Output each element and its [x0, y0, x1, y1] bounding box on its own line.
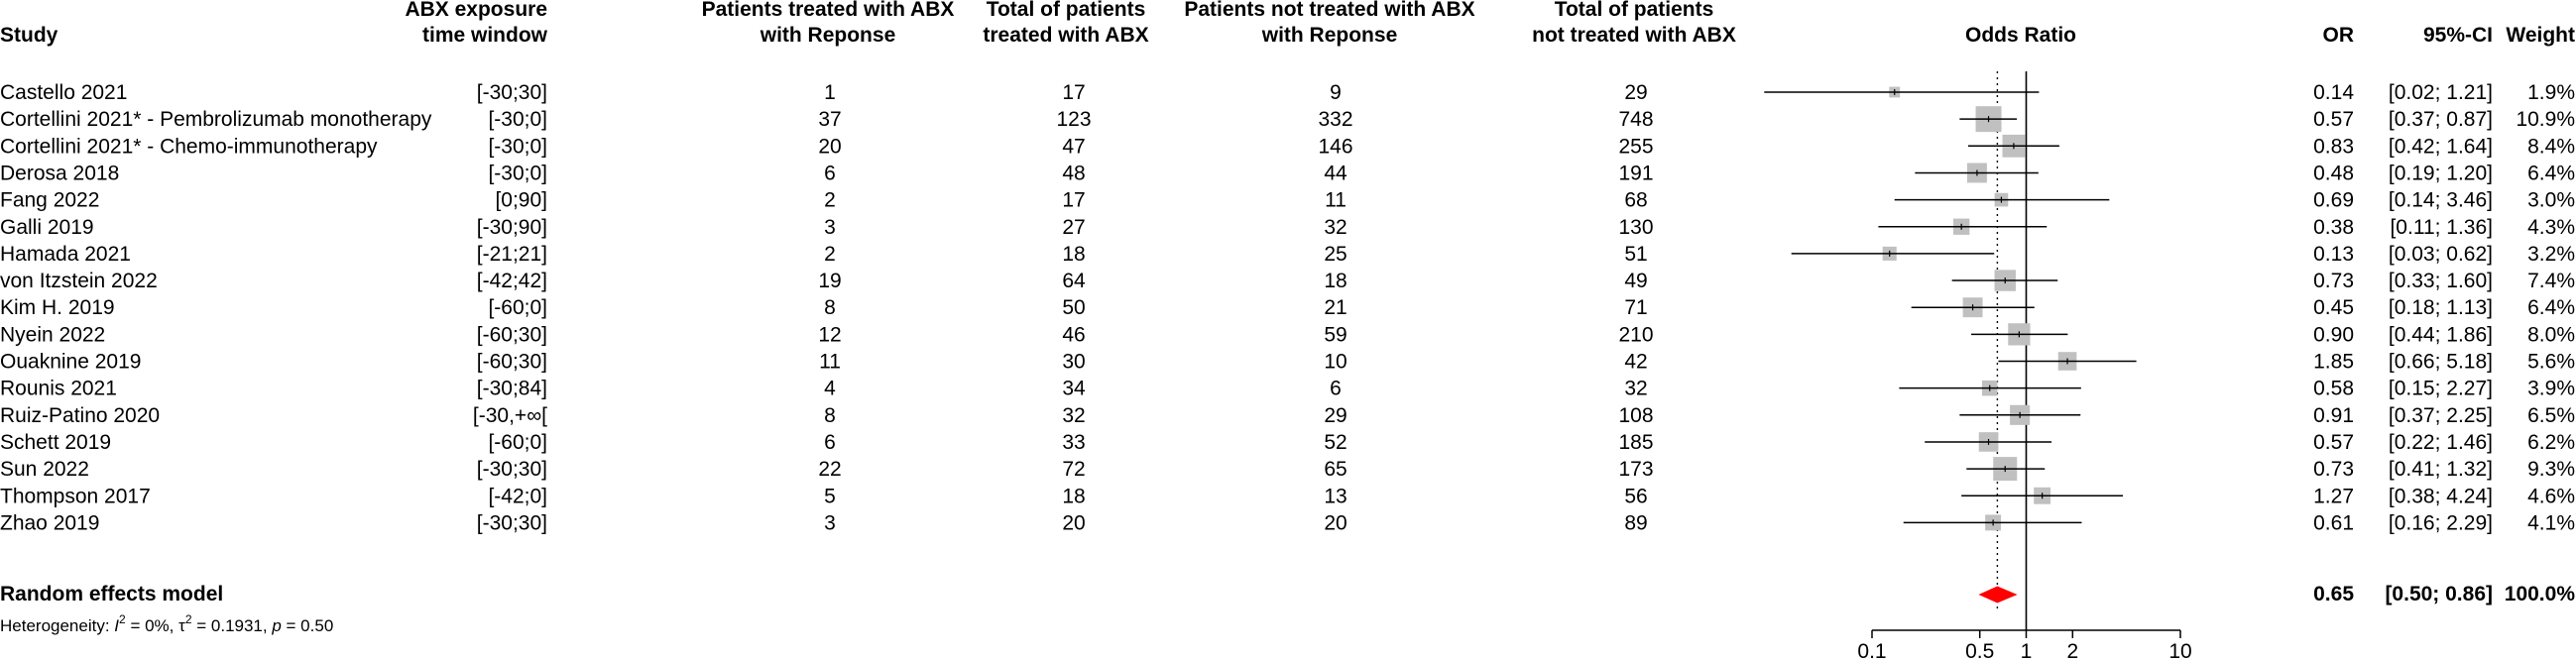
table-row [0, 458, 2575, 481]
untreated-total: 130 [1618, 215, 1654, 239]
weight-value: 6.4% [2527, 296, 2575, 320]
study-marker [1915, 163, 2038, 182]
exposure-window: [-60;0] [488, 430, 547, 454]
treated-responders: 5 [824, 485, 836, 508]
ci-value: [0.37; 0.87] [2388, 108, 2493, 132]
untreated-total: 748 [1618, 108, 1654, 132]
study-marker [1961, 488, 2123, 504]
untreated-responders: 65 [1324, 458, 1347, 482]
study-marker [1998, 352, 2136, 371]
header-untreated-total-line2: not treated with ABX [1532, 24, 1736, 47]
table-row [0, 162, 2575, 184]
exposure-window: [-30;90] [476, 215, 547, 239]
untreated-total: 32 [1624, 377, 1648, 400]
treated-responders: 11 [819, 350, 841, 374]
untreated-total: 108 [1618, 403, 1654, 427]
treated-responders: 1 [824, 81, 836, 104]
x-axis [1857, 630, 2191, 660]
study-name: Sun 2022 [0, 458, 89, 482]
study-marker [1899, 381, 2080, 396]
study-name: Castello 2021 [0, 81, 128, 104]
untreated-total: 56 [1624, 485, 1648, 508]
treated-total: 50 [1062, 296, 1086, 320]
untreated-responders: 44 [1324, 162, 1347, 185]
untreated-total: 255 [1618, 135, 1654, 159]
ci-value: [0.44; 1.86] [2388, 323, 2493, 347]
summary-weight: 100.0% [2504, 583, 2575, 605]
weight-value: 10.9% [2516, 108, 2575, 132]
summary-or: 0.65 [2313, 583, 2354, 605]
i2-symbol: I [114, 616, 120, 635]
ci-value: [0.18; 1.13] [2388, 296, 2493, 320]
weight-value: 6.2% [2527, 430, 2575, 454]
untreated-responders: 11 [1325, 188, 1347, 212]
ci-value: [0.02; 1.21] [2388, 81, 2493, 104]
untreated-responders: 32 [1324, 215, 1347, 239]
treated-responders: 6 [824, 430, 836, 454]
untreated-responders: 13 [1324, 485, 1347, 508]
treated-responders: 8 [824, 296, 836, 320]
study-marker [1966, 457, 2045, 481]
header-treated-resp-line1: Patients treated with ABX [701, 0, 955, 21]
header-odds-ratio: Odds Ratio [1964, 24, 2077, 47]
treated-responders: 2 [824, 242, 836, 266]
summary-row [0, 583, 2575, 605]
i2-sup: 2 [119, 612, 126, 626]
ci-value: [0.03; 0.62] [2388, 242, 2493, 266]
or-value: 0.13 [2313, 242, 2354, 266]
study-name: Derosa 2018 [0, 162, 120, 185]
treated-total: 18 [1062, 485, 1086, 508]
tau-value: = 0.1931, [191, 616, 273, 635]
exposure-window: [-30,+∞[ [472, 403, 547, 427]
treated-total: 34 [1062, 377, 1086, 400]
untreated-total: 89 [1624, 511, 1648, 535]
weight-value: 3.2% [2527, 242, 2575, 266]
treated-total: 27 [1062, 215, 1086, 239]
weight-value: 4.3% [2527, 215, 2575, 239]
table-row [0, 135, 2575, 158]
ci-value: [0.33; 1.60] [2388, 270, 2493, 293]
or-value: 0.58 [2313, 377, 2354, 400]
untreated-total: 210 [1618, 323, 1654, 347]
untreated-total: 29 [1624, 81, 1648, 104]
treated-total: 123 [1056, 108, 1092, 132]
weight-value: 8.4% [2527, 135, 2575, 159]
ci-value: [0.14; 3.46] [2388, 188, 2493, 212]
treated-responders: 3 [824, 215, 836, 239]
or-value: 0.38 [2313, 215, 2354, 239]
header-or: OR [2322, 24, 2354, 47]
untreated-total: 185 [1618, 430, 1654, 454]
table-row [0, 431, 2575, 454]
treated-responders: 22 [818, 458, 842, 482]
ci-value: [0.66; 5.18] [2388, 350, 2493, 374]
study-name: Galli 2019 [0, 215, 94, 239]
or-value: 0.73 [2313, 270, 2354, 293]
table-row [0, 81, 2575, 104]
study-marker [1792, 247, 1995, 261]
ci-value: [0.11; 1.36] [2390, 215, 2493, 239]
or-value: 0.57 [2313, 108, 2354, 132]
header-study: Study [0, 24, 59, 47]
weight-value: 5.6% [2527, 350, 2575, 374]
treated-responders: 4 [824, 377, 836, 400]
untreated-total: 68 [1624, 188, 1648, 212]
exposure-window: [-21;21] [476, 242, 547, 266]
ci-value: [0.38; 4.24] [2388, 485, 2493, 508]
ci-value: [0.42; 1.64] [2388, 135, 2493, 159]
header-window-line1: ABX exposure [405, 0, 547, 21]
exposure-window: [-30;30] [476, 81, 547, 104]
tau-sup: 2 [184, 612, 192, 626]
study-name: Cortellini 2021* - Pembrolizumab monotherapy [0, 108, 432, 132]
study-marker [1895, 193, 2110, 207]
exposure-window: [-42;42] [476, 270, 547, 293]
table-row [0, 351, 2575, 374]
weight-value: 7.4% [2527, 270, 2575, 293]
or-value: 0.83 [2313, 135, 2354, 159]
study-name: Nyein 2022 [0, 323, 106, 347]
ci-value: [0.22; 1.46] [2388, 430, 2493, 454]
or-value: 0.61 [2313, 511, 2354, 535]
or-value: 0.73 [2313, 458, 2354, 482]
study-marker [1904, 514, 2082, 530]
untreated-responders: 18 [1324, 270, 1347, 293]
untreated-total: 51 [1624, 242, 1648, 266]
header-untreated-resp-line1: Patients not treated with ABX [1184, 0, 1475, 21]
weight-value: 4.1% [2527, 511, 2575, 535]
study-name: Zhao 2019 [0, 511, 100, 535]
x-tick-label: 0.5 [1965, 640, 1995, 660]
tau-symbol: τ [178, 616, 185, 635]
study-marker [1968, 135, 2059, 158]
weight-value: 4.6% [2527, 485, 2575, 508]
table-row [0, 511, 2575, 534]
table-row [0, 216, 2575, 239]
weight-value: 3.0% [2527, 188, 2575, 212]
heterogeneity-text [0, 612, 333, 635]
untreated-responders: 9 [1330, 81, 1342, 104]
study-marker [1912, 297, 2035, 317]
exposure-window: [-30;30] [476, 458, 547, 482]
study-marker [1925, 432, 2051, 452]
table-row [0, 378, 2575, 400]
plot-area [1764, 71, 2191, 660]
treated-responders: 20 [818, 135, 842, 159]
study-name: Schett 2019 [0, 430, 112, 454]
or-value: 0.90 [2313, 323, 2354, 347]
column-headers [0, 0, 2575, 47]
exposure-window: [-60;30] [476, 323, 547, 347]
study-marker [1959, 106, 2017, 132]
or-value: 0.14 [2313, 81, 2354, 104]
header-treated-resp-line2: with Reponse [760, 24, 896, 47]
summary-label: Random effects model [0, 583, 224, 605]
untreated-responders: 25 [1324, 242, 1347, 266]
or-value: 0.69 [2313, 188, 2354, 212]
untreated-responders: 146 [1318, 135, 1353, 159]
study-name: Fang 2022 [0, 188, 100, 212]
untreated-responders: 6 [1330, 377, 1342, 400]
treated-total: 17 [1062, 81, 1086, 104]
ci-value: [0.15; 2.27] [2388, 377, 2493, 400]
study-name: Kim H. 2019 [0, 296, 115, 320]
table-row [0, 404, 2575, 427]
table-row [0, 296, 2575, 319]
header-window-line2: time window [422, 24, 547, 47]
ci-value: [0.16; 2.29] [2388, 511, 2493, 535]
ci-value: [0.19; 1.20] [2388, 162, 2493, 185]
untreated-responders: 52 [1324, 430, 1347, 454]
header-untreated-resp-line2: with Reponse [1261, 24, 1398, 47]
ci-value: [0.41; 1.32] [2388, 458, 2493, 482]
header-treated-total-line2: treated with ABX [983, 24, 1149, 47]
p-symbol: p [272, 616, 282, 635]
study-marker [1878, 219, 2047, 235]
study-marker [1959, 405, 2080, 425]
table-row [0, 323, 2575, 346]
study-name: Ouaknine 2019 [0, 350, 142, 374]
or-value: 0.48 [2313, 162, 2354, 185]
x-tick-label: 1 [2020, 640, 2033, 660]
treated-total: 48 [1062, 162, 1086, 185]
exposure-window: [-60;0] [488, 296, 547, 320]
weight-value: 6.5% [2527, 403, 2575, 427]
untreated-responders: 29 [1324, 403, 1347, 427]
treated-total: 33 [1062, 430, 1086, 454]
treated-total: 47 [1062, 135, 1086, 159]
study-name: Ruiz-Patino 2020 [0, 403, 161, 427]
study-name: von Itzstein 2022 [0, 270, 158, 293]
exposure-window: [-30;0] [488, 135, 547, 159]
exposure-window: [-30;84] [476, 377, 547, 400]
exposure-window: [-30;30] [476, 511, 547, 535]
header-ci: 95%-CI [2422, 24, 2493, 47]
treated-total: 32 [1062, 403, 1086, 427]
or-value: 1.85 [2313, 350, 2354, 374]
treated-responders: 12 [818, 323, 842, 347]
treated-total: 18 [1062, 242, 1086, 266]
or-value: 0.91 [2313, 403, 2354, 427]
summary-ci: [0.50; 0.86] [2385, 583, 2493, 605]
treated-responders: 37 [818, 108, 842, 132]
table-row [0, 243, 2575, 266]
or-value: 1.27 [2313, 485, 2354, 508]
header-treated-total-line1: Total of patients [986, 0, 1146, 21]
study-name: Rounis 2021 [0, 377, 117, 400]
study-name: Thompson 2017 [0, 485, 151, 508]
untreated-responders: 10 [1324, 350, 1347, 374]
table-row [0, 189, 2575, 212]
treated-responders: 6 [824, 162, 836, 185]
treated-responders: 3 [824, 511, 836, 535]
exposure-window: [-60;30] [476, 350, 547, 374]
untreated-total: 42 [1624, 350, 1648, 374]
weight-value: 8.0% [2527, 323, 2575, 347]
treated-total: 72 [1062, 458, 1086, 482]
x-tick-label: 2 [2066, 640, 2079, 660]
untreated-responders: 332 [1318, 108, 1353, 132]
study-name: Cortellini 2021* - Chemo-immunotherapy [0, 135, 378, 159]
untreated-total: 49 [1624, 270, 1648, 293]
untreated-responders: 20 [1324, 511, 1347, 535]
untreated-total: 173 [1618, 458, 1654, 482]
weight-value: 9.3% [2527, 458, 2575, 482]
exposure-window: [-42;0] [488, 485, 547, 508]
header-untreated-total-line1: Total of patients [1554, 0, 1714, 21]
exposure-window: [-30;0] [488, 162, 547, 185]
table-row [0, 108, 2575, 131]
exposure-window: [0;90] [495, 188, 547, 212]
study-marker [1971, 323, 2067, 345]
treated-total: 17 [1062, 188, 1086, 212]
ci-value: [0.37; 2.25] [2388, 403, 2493, 427]
weight-value: 6.4% [2527, 162, 2575, 185]
untreated-total: 71 [1624, 296, 1648, 320]
study-name: Hamada 2021 [0, 242, 131, 266]
x-tick-label: 10 [2168, 640, 2192, 660]
x-tick-label: 0.1 [1857, 640, 1887, 660]
table-row [0, 270, 2575, 292]
untreated-responders: 59 [1324, 323, 1347, 347]
header-weight: Weight [2506, 24, 2575, 47]
weight-value: 3.9% [2527, 377, 2575, 400]
study-marker [1952, 270, 2058, 290]
or-value: 0.57 [2313, 430, 2354, 454]
exposure-window: [-30;0] [488, 108, 547, 132]
untreated-responders: 21 [1324, 296, 1347, 320]
treated-responders: 8 [824, 403, 836, 427]
study-rows [0, 81, 2575, 534]
untreated-total: 191 [1618, 162, 1654, 185]
treated-total: 30 [1062, 350, 1086, 374]
treated-total: 64 [1062, 270, 1086, 293]
summary-diamond [1980, 587, 2017, 603]
i2-value: = 0%, [125, 616, 179, 635]
treated-responders: 2 [824, 188, 836, 212]
or-value: 0.45 [2313, 296, 2354, 320]
table-row [0, 485, 2575, 507]
heterogeneity-prefix: Heterogeneity: [0, 616, 115, 635]
treated-total: 46 [1062, 323, 1086, 347]
treated-responders: 19 [818, 270, 842, 293]
p-value: = 0.50 [281, 616, 334, 635]
weight-value: 1.9% [2527, 81, 2575, 104]
treated-total: 20 [1062, 511, 1086, 535]
